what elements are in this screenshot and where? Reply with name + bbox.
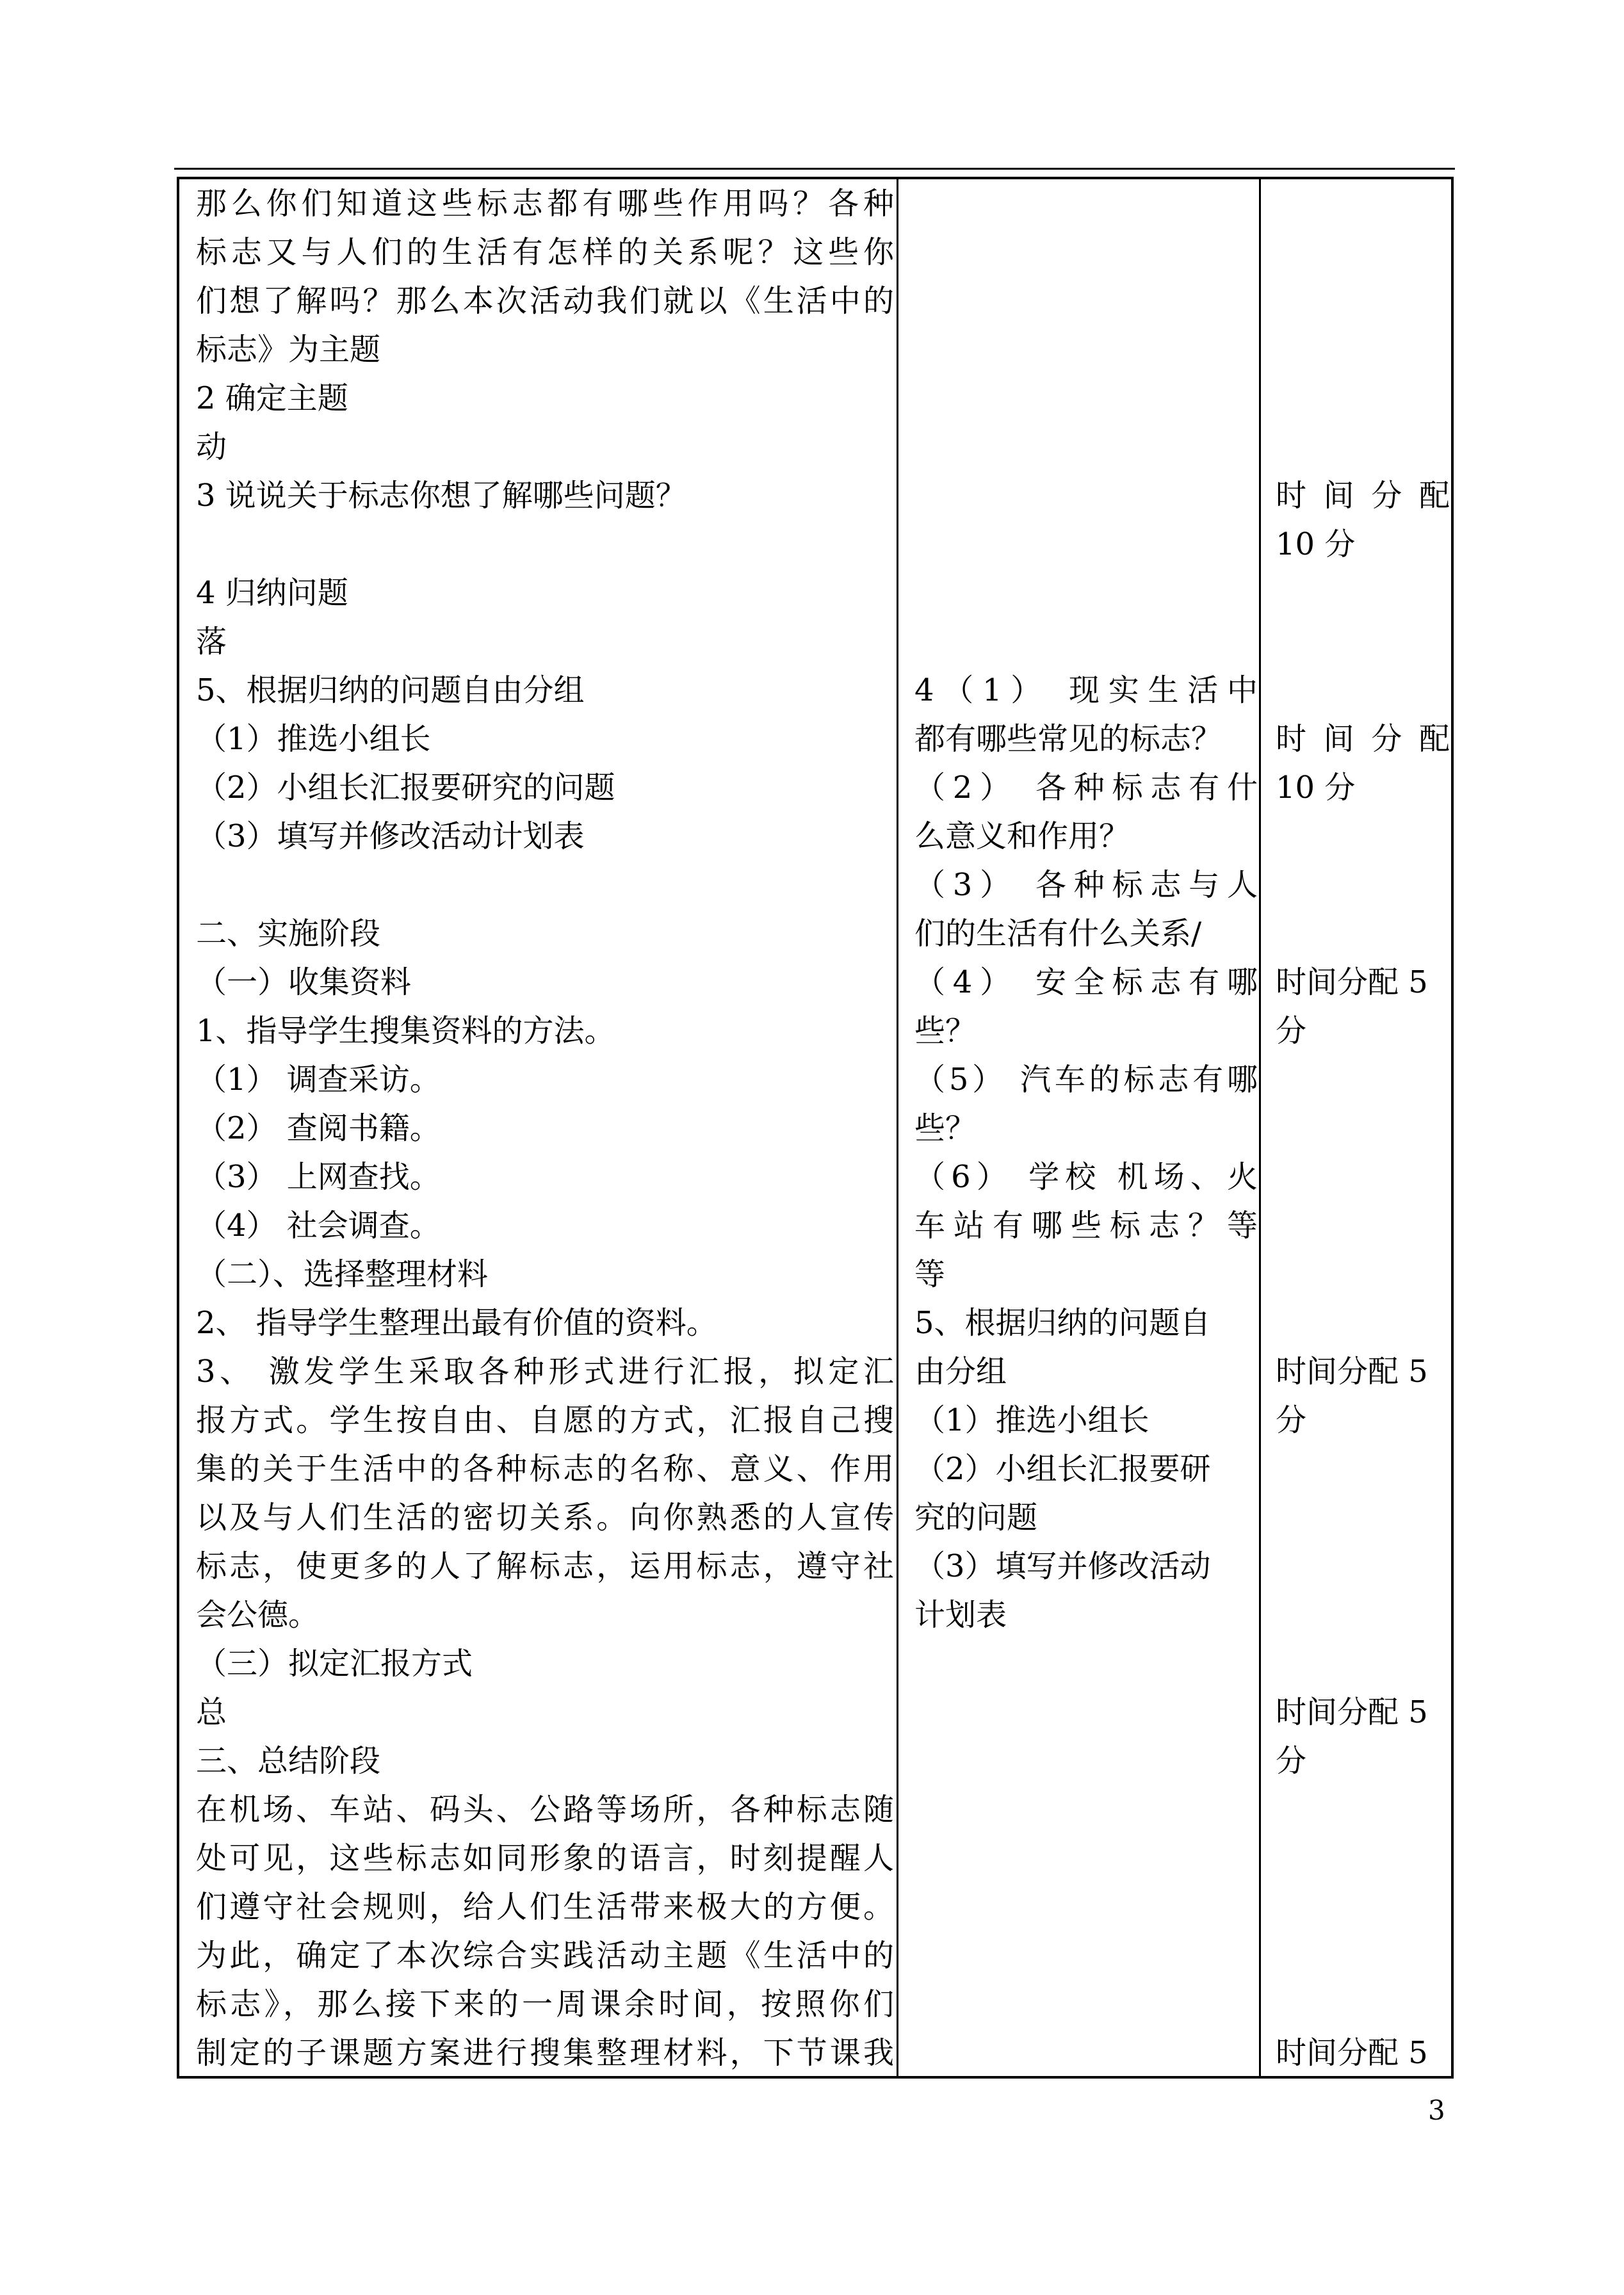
time-allocation-line: 10 分 — [1276, 770, 1356, 806]
activity-text-line: （一）收集资料 — [196, 964, 412, 1000]
time-allocation-line: 时间分配 5 — [1276, 2035, 1428, 2071]
activity-text-line: 处可见，这些标志如同形象的语言，时刻提醒人 — [196, 1840, 894, 1876]
student-activity-line: 们的生活有什么关系/ — [914, 916, 1202, 952]
student-activity-line: （2）小组长汇报要研 — [914, 1451, 1211, 1487]
activity-text-line: （3） 上网查找。 — [196, 1159, 441, 1195]
activity-text-line: （二）、选择整理材料 — [196, 1256, 489, 1292]
student-activity-line: 都有哪些常见的标志？ — [914, 721, 1222, 757]
activity-text-line: 三、总结阶段 — [196, 1743, 381, 1779]
activity-text-line: 二、实施阶段 — [196, 916, 381, 952]
student-activity-line: （1）推选小组长 — [914, 1402, 1149, 1438]
activity-text-line: 报方式。学生按自由、自愿的方式，汇报自己搜 — [196, 1402, 894, 1438]
student-activity-line: 等 — [914, 1256, 946, 1292]
student-activity-line: 些？ — [914, 1110, 977, 1146]
activity-text-line: 2、 指导学生整理出最有价值的资料。 — [196, 1305, 717, 1341]
time-allocation-line: 分 — [1276, 1743, 1307, 1779]
time-allocation-line: 时间分配 5 — [1276, 1694, 1428, 1730]
student-activity-line: 究的问题 — [914, 1500, 1038, 1536]
lesson-plan-table — [177, 177, 1454, 2079]
activity-text-line — [196, 520, 894, 569]
activity-text-line: 为此，确定了本次综合实践活动主题《生活中的 — [196, 1938, 894, 1974]
column-divider — [1259, 179, 1261, 2076]
activity-text-line: 落 — [196, 624, 227, 660]
student-activity-line: （5） 汽车的标志有哪 — [914, 1062, 1258, 1098]
activity-text-line: 1、指导学生搜集资料的方法。 — [196, 1013, 615, 1049]
activity-text-line: 3、 激发学生采取各种形式进行汇报，拟定汇 — [196, 1354, 894, 1390]
activity-process-column — [196, 179, 894, 2076]
activity-text-line: 动 — [196, 429, 227, 465]
time-allocation-line: 时间分配 5 — [1276, 1354, 1428, 1390]
activity-text-line: 5、根据归纳的问题自由分组 — [196, 672, 585, 708]
activity-text-line: 总 — [196, 1694, 227, 1730]
activity-text-line: （3）填写并修改活动计划表 — [196, 818, 585, 854]
student-activity-line: （3） 各种标志与人 — [914, 867, 1258, 903]
activity-text-line: 4 归纳问题 — [196, 575, 348, 611]
activity-text-line: 2 确定主题 — [196, 380, 348, 416]
activity-text-line: 会公德。 — [196, 1597, 320, 1633]
student-activity-line: （2） 各种标志有什 — [914, 770, 1258, 806]
student-activity-line: （6） 学校 机场、火 — [914, 1159, 1258, 1195]
student-activity-line: 么意义和作用？ — [914, 818, 1130, 854]
page-number: 3 — [1428, 2095, 1445, 2126]
student-activity-line: 由分组 — [914, 1354, 1007, 1390]
activity-text-line — [196, 861, 894, 909]
activity-text-line: 制定的子课题方案进行搜集整理材料，下节课我 — [196, 2035, 894, 2071]
activity-text-line: 标志，使更多的人了解标志，运用标志，遵守社 — [196, 1548, 894, 1584]
activity-text-line: 标志》为主题 — [196, 332, 381, 368]
activity-text-line: 标志》，那么接下来的一周课余时间，按照你们 — [196, 1986, 894, 2022]
activity-text-line: （三）拟定汇报方式 — [196, 1646, 473, 1682]
student-activity-line: （4） 安全标志有哪 — [914, 964, 1258, 1000]
time-allocation-line: 分 — [1276, 1402, 1307, 1438]
activity-text-line: （1）推选小组长 — [196, 721, 431, 757]
time-allocation-line: 10 分 — [1276, 526, 1356, 562]
student-activity-line: 车站有哪些标志？等 — [914, 1208, 1258, 1244]
header-rule — [174, 168, 1455, 170]
activity-text-line: 3 说说关于标志你想了解哪些问题？ — [196, 478, 686, 514]
student-activity-line: 4（1） 现实生活中 — [914, 672, 1258, 708]
student-activity-line: （3）填写并修改活动 — [914, 1548, 1211, 1584]
student-activity-line: 5、根据归纳的问题自 — [914, 1305, 1211, 1341]
activity-text-line: （4） 社会调查。 — [196, 1208, 441, 1244]
activity-text-line: 们遵守社会规则，给人们生活带来极大的方便。 — [196, 1889, 894, 1925]
time-allocation-line: 时 间 分 配 — [1276, 478, 1450, 514]
time-allocation-line: 时间分配 5 — [1276, 964, 1428, 1000]
activity-text-line: 那么你们知道这些标志都有哪些作用吗？各种 — [196, 186, 894, 222]
activity-text-line: （2）小组长汇报要研究的问题 — [196, 770, 615, 806]
activity-text-line: 集的关于生活中的各种标志的名称、意义、作用 — [196, 1451, 894, 1487]
column-divider — [897, 179, 898, 2076]
activity-text-line: 标志又与人们的生活有怎样的关系呢？这些你 — [196, 234, 894, 270]
activity-text-line: 们想了解吗？那么本次活动我们就以《生活中的 — [196, 283, 894, 319]
time-allocation-column — [1276, 179, 1450, 2076]
student-activity-line: 些？ — [914, 1013, 977, 1049]
time-allocation-line: 分 — [1276, 1013, 1307, 1049]
time-allocation-line: 时 间 分 配 — [1276, 721, 1450, 757]
activity-text-line: （1） 调查采访。 — [196, 1062, 441, 1098]
activity-text-line: 在机场、车站、码头、公路等场所，各种标志随 — [196, 1792, 894, 1828]
student-activity-line: 计划表 — [914, 1597, 1007, 1633]
activity-text-line: （2） 查阅书籍。 — [196, 1110, 441, 1146]
activity-text-line: 以及与人们生活的密切关系。向你熟悉的人宣传 — [196, 1500, 894, 1536]
student-activity-column — [914, 179, 1258, 2076]
